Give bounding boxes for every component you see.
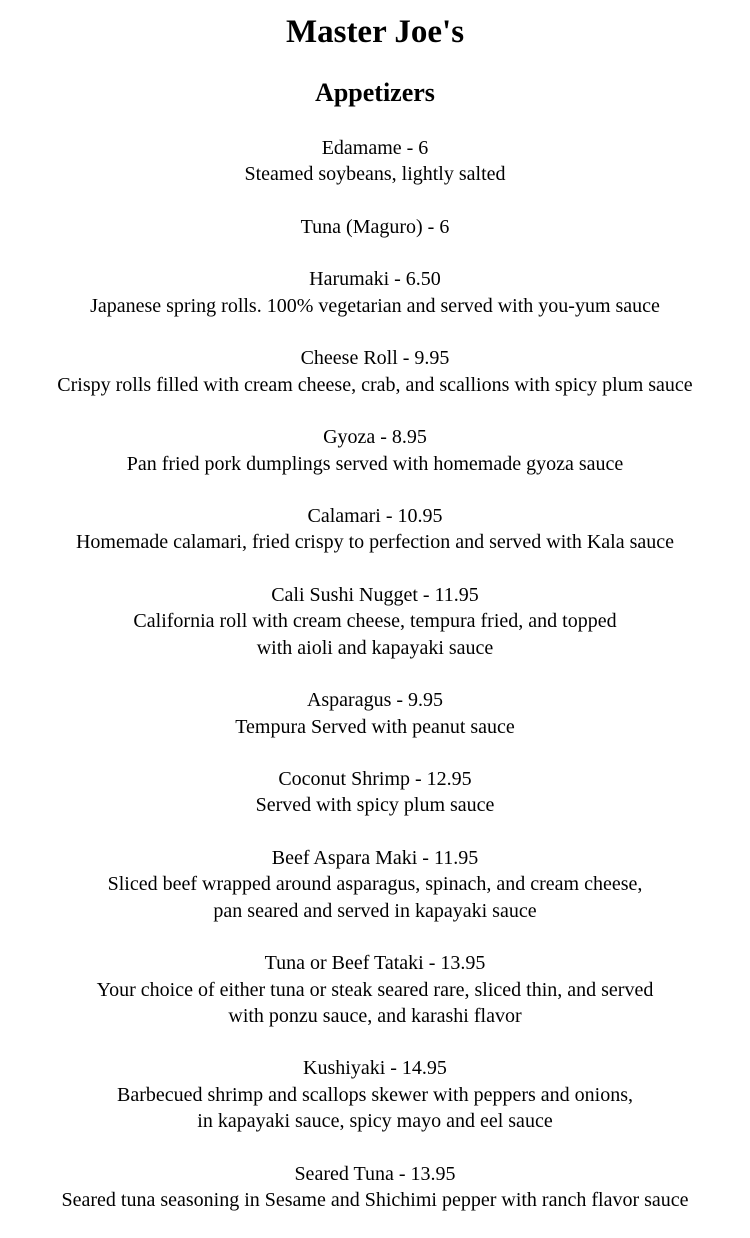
menu-item-name: Tuna or Beef Tataki - 13.95 bbox=[264, 952, 486, 975]
menu-item-description: Pan fried pork dumplings served with homemade gyoza sauce bbox=[126, 452, 624, 475]
menu-item bbox=[0, 424, 750, 477]
menu-item bbox=[0, 1055, 750, 1134]
menu-item bbox=[0, 687, 750, 740]
menu-item bbox=[0, 766, 750, 819]
menu-item-name: Cali Sushi Nugget - 11.95 bbox=[271, 584, 479, 607]
menu-item bbox=[0, 214, 750, 240]
restaurant-title: Master Joe's bbox=[285, 14, 465, 50]
menu-item-description: pan seared and served in kapayaki sauce bbox=[213, 899, 537, 922]
menu-item-description: Seared tuna seasoning in Sesame and Shichimi pepper with ranch flavor sauce bbox=[61, 1188, 689, 1211]
menu-item-name: Asparagus - 9.95 bbox=[306, 689, 444, 712]
menu-item-description: California roll with cream cheese, tempura fried, and topped bbox=[133, 610, 617, 633]
menu-item-name: Harumaki - 6.50 bbox=[309, 268, 441, 291]
menu-item-description: Crispy rolls filled with cream cheese, crab, and scallions with spicy plum sauce bbox=[57, 373, 693, 396]
menu-item-description: in kapayaki sauce, spicy mayo and eel sauce bbox=[197, 1109, 553, 1132]
section-heading: Appetizers bbox=[315, 78, 435, 107]
menu-item-name: Calamari - 10.95 bbox=[307, 505, 443, 528]
menu-item bbox=[0, 845, 750, 924]
menu-item-description: Barbecued shrimp and scallops skewer with peppers and onions, bbox=[117, 1083, 633, 1106]
menu-item-name: Seared Tuna - 13.95 bbox=[294, 1162, 456, 1185]
menu-item-description: with aioli and kapayaki sauce bbox=[256, 636, 494, 659]
menu-item-name: Cheese Roll - 9.95 bbox=[300, 347, 450, 370]
menu-item-list bbox=[0, 109, 750, 1213]
menu-item-name: Kushiyaki - 14.95 bbox=[303, 1057, 447, 1080]
menu-item-name: Coconut Shrimp - 12.95 bbox=[278, 768, 472, 791]
menu-item-description: Sliced beef wrapped around asparagus, spinach, and cream cheese, bbox=[107, 873, 643, 896]
menu-item bbox=[0, 266, 750, 319]
menu-item-name: Tuna (Maguro) - 6 bbox=[300, 215, 450, 238]
menu-item-description: with ponzu sauce, and karashi flavor bbox=[228, 1004, 522, 1027]
menu-item-description: Japanese spring rolls. 100% vegetarian and served with you-yum sauce bbox=[90, 294, 660, 317]
menu-item bbox=[0, 345, 750, 398]
menu-item bbox=[0, 950, 750, 1029]
menu-item bbox=[0, 135, 750, 188]
menu-item bbox=[0, 503, 750, 556]
menu-item bbox=[0, 582, 750, 661]
menu-item-description: Steamed soybeans, lightly salted bbox=[244, 163, 506, 186]
menu-item-description: Tempura Served with peanut sauce bbox=[235, 715, 515, 738]
menu-item-description: Served with spicy plum sauce bbox=[255, 794, 495, 817]
menu-item-description: Homemade calamari, fried crispy to perfection and served with Kala sauce bbox=[75, 531, 675, 554]
menu-item-description: Your choice of either tuna or steak seared rare, sliced thin, and served bbox=[96, 978, 654, 1001]
menu-item-name: Beef Aspara Maki - 11.95 bbox=[271, 847, 479, 870]
menu-item-name: Gyoza - 8.95 bbox=[323, 426, 427, 449]
menu-item-name: Edamame - 6 bbox=[321, 137, 429, 159]
menu-item bbox=[0, 1161, 750, 1214]
